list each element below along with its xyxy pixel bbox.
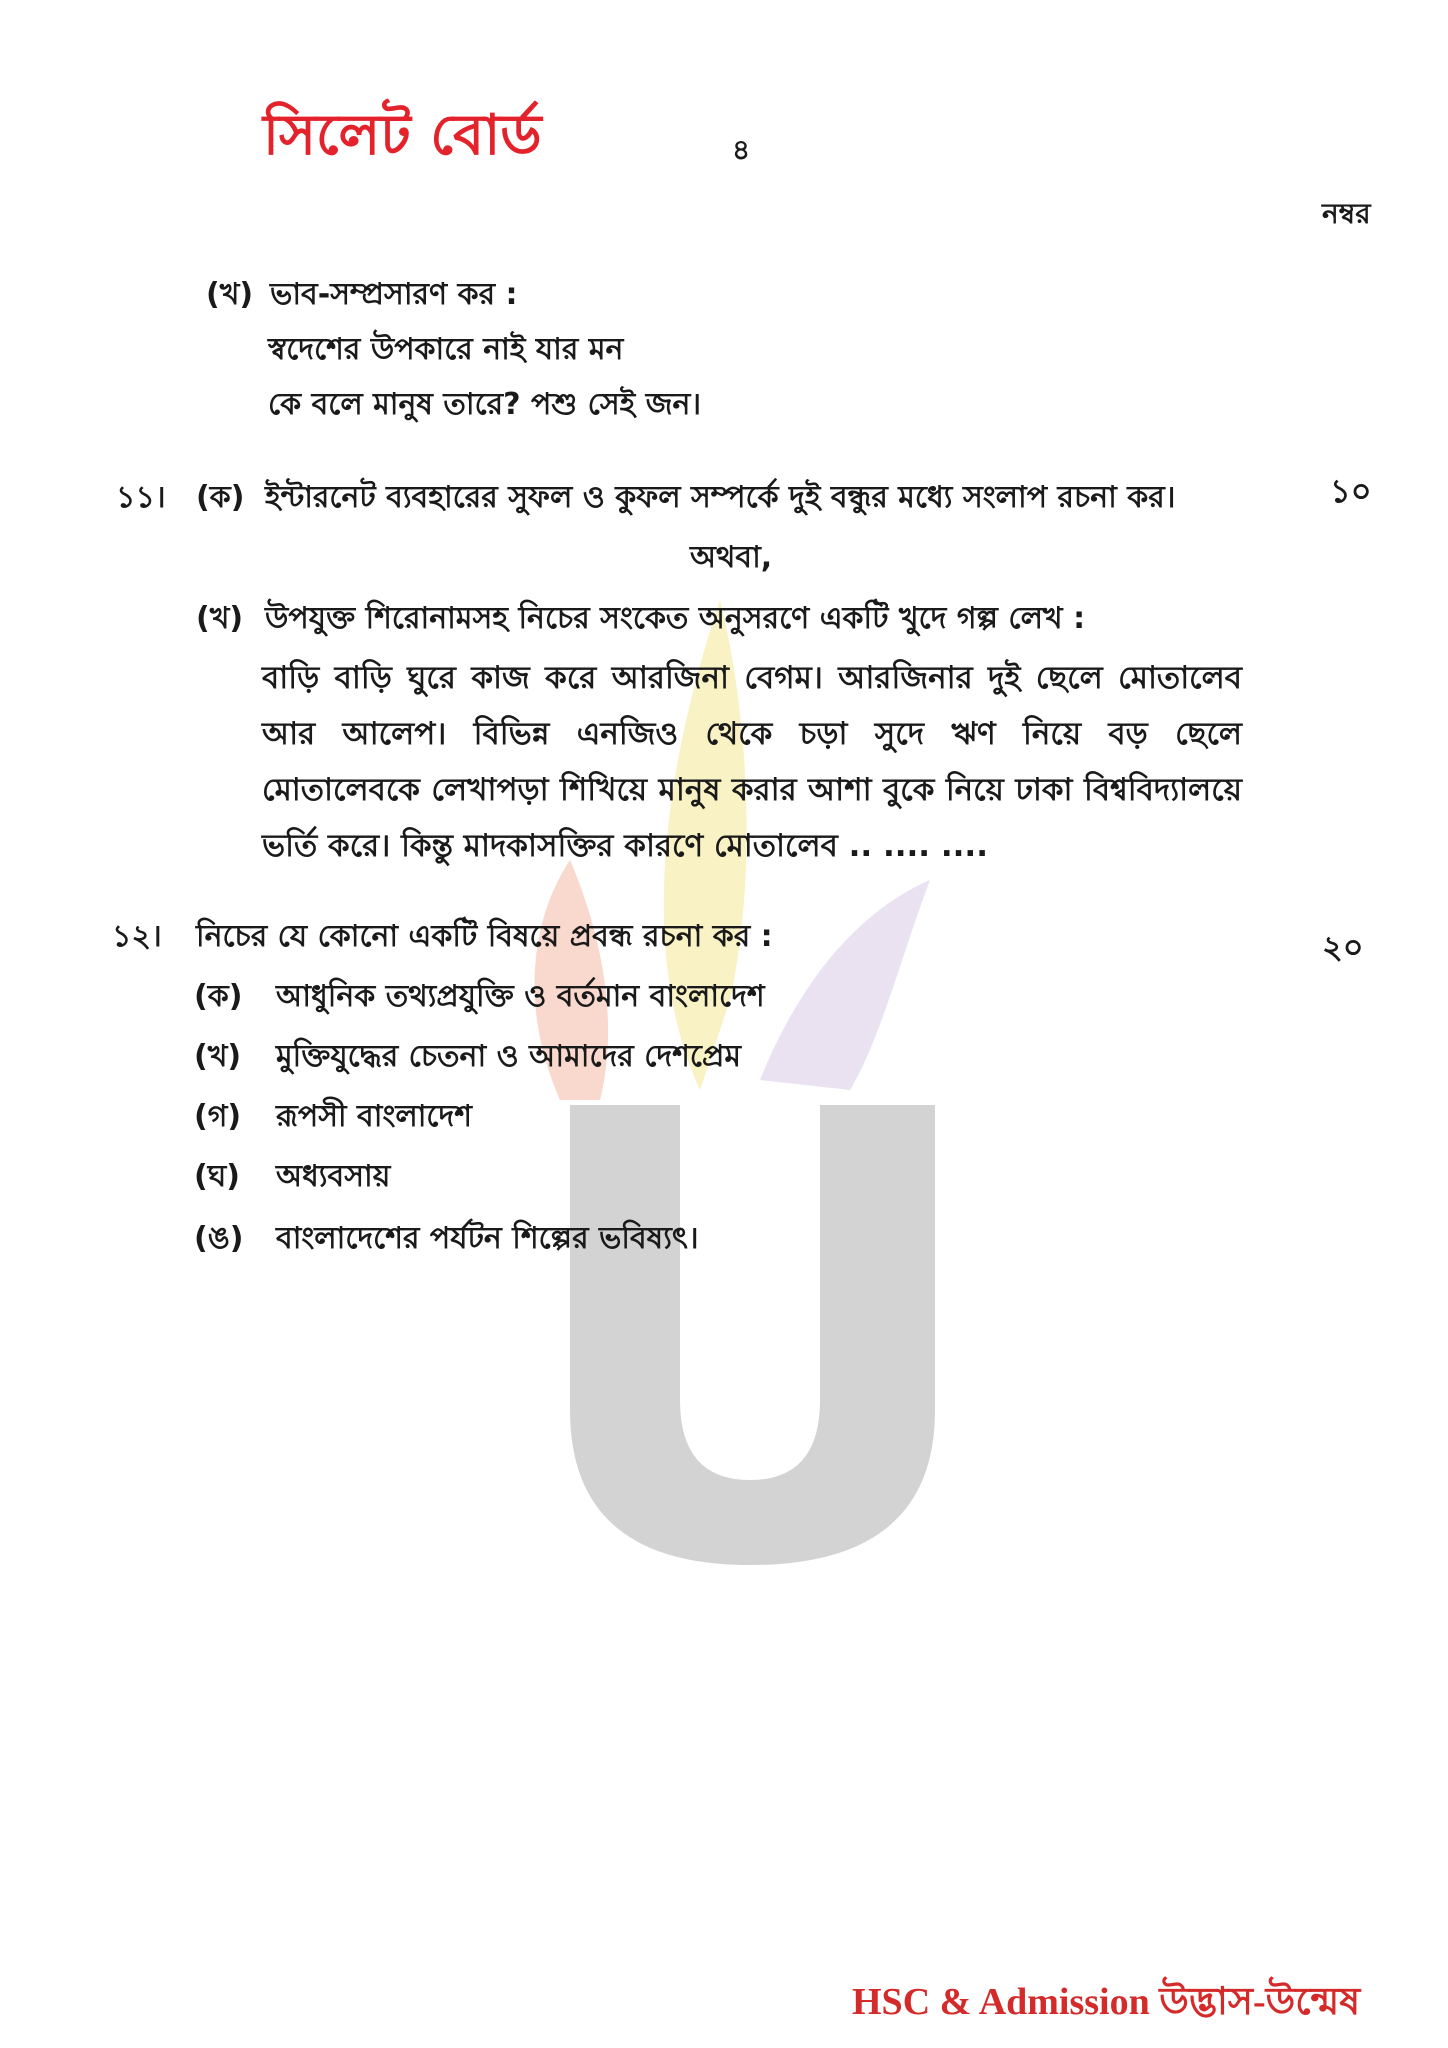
board-title: সিলেট বোর্ড xyxy=(263,103,542,168)
q10b-label: (খ) xyxy=(206,277,254,312)
q11b-story-prompt: বাড়ি বাড়ি ঘুরে কাজ করে আরজিনা বেগম। আরজিনার দুই ছেলে মোতালেব আর আলেপ। বিভিন্ন এনজিও থেকে চড়া সুদে ঋণ নিয়ে বড় ছেলে মোতালেবকে লেখাপড়া শিখিয়ে মানুষ করার আশা বুকে নিয়ে ঢাকা বিশ্ববিদ্যালয়ে ভর্তি করে। কিন্তু মাদকাসক্তির কারণে মোতালেব .. .... .... xyxy=(262,660,1242,864)
q12-option-label: (ঘ) xyxy=(194,1159,240,1194)
marks-heading: নম্বর xyxy=(1322,197,1371,230)
q12-option-text: আধুনিক তথ্যপ্রযুক্তি ও বর্তমান বাংলাদেশ xyxy=(276,979,765,1014)
q10b-instruction: ভাব-সম্প্রসারণ কর : xyxy=(270,277,518,312)
page-number: ৪ xyxy=(732,133,751,166)
q11b-text: উপযুক্ত শিরোনামসহ নিচের সংকেত অনুসরণে একটি খুদে গল্প লেখ : xyxy=(265,601,1086,636)
q12-option-label: (ঙ) xyxy=(194,1221,244,1256)
q12-option-text: মুক্তিযুদ্ধের চেতনা ও আমাদের দেশপ্রেম xyxy=(276,1039,742,1074)
q11-or: অথবা, xyxy=(690,540,773,575)
q11-marks: ১০ xyxy=(1330,472,1372,510)
q10b-poem-line2: কে বলে মানুষ তারে? পশু সেই জন। xyxy=(268,387,702,422)
q12-option-label: (ক) xyxy=(194,979,243,1014)
q12-marks: ২০ xyxy=(1322,928,1364,966)
watermark-flame-purple xyxy=(760,880,930,1090)
q11b-label: (খ) xyxy=(196,601,244,636)
q10b-poem-line1: স্বদেশের উপকারে নাই যার মন xyxy=(268,332,624,367)
q12-option-label: (খ) xyxy=(194,1039,242,1074)
q12-option-text: রূপসী বাংলাদেশ xyxy=(276,1099,472,1134)
q12-number: ১২। xyxy=(112,919,162,954)
watermark-letter-u xyxy=(570,1105,935,1565)
q12-text: নিচের যে কোনো একটি বিষয়ে প্রবন্ধ রচনা কর : xyxy=(196,919,773,954)
q11-number: ১১। xyxy=(116,480,166,515)
q11a-text: ইন্টারনেট ব্যবহারের সুফল ও কুফল সম্পর্কে দুই বন্ধুর মধ্যে সংলাপ রচনা কর। xyxy=(265,480,1176,515)
footer-branding: HSC & Admission উদ্ভাস-উন্মেষ xyxy=(852,1981,1361,2023)
q12-option-text: অধ্যবসায় xyxy=(276,1159,391,1194)
q12-option-label: (গ) xyxy=(194,1099,242,1134)
q11a-label: (ক) xyxy=(196,480,245,515)
q12-option-text: বাংলাদেশের পর্যটন শিল্পের ভবিষ্যৎ। xyxy=(276,1221,699,1256)
